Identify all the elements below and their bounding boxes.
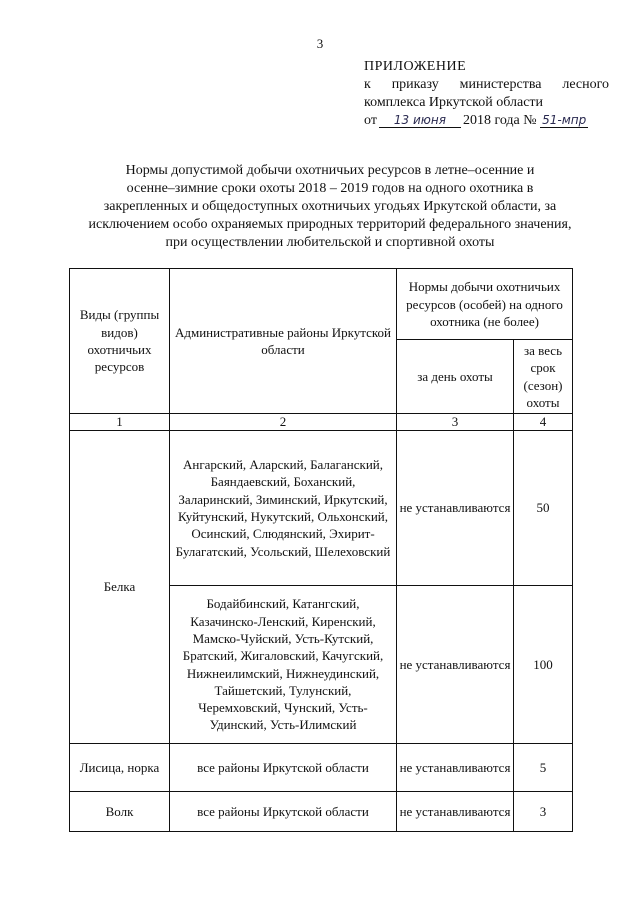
column-number: 3	[397, 414, 514, 431]
heading-line: Нормы допустимой добычи охотничьих ресурсов в летне–осенние и	[125, 163, 535, 178]
appendix-ministry-line: комплекса Иркутской области	[364, 95, 544, 110]
header-districts: Административные районы Иркутской области	[170, 269, 397, 414]
date-prefix: от	[364, 113, 377, 128]
per-season-cell: 3	[514, 792, 573, 832]
species-cell: Белка	[70, 431, 170, 744]
column-number: 1	[70, 414, 170, 431]
per-day-cell: не устанавливаются	[397, 586, 514, 744]
per-season-cell: 100	[514, 586, 573, 744]
districts-cell: все районы Иркутской области	[170, 792, 397, 832]
table-row	[70, 792, 573, 832]
column-number: 4	[514, 414, 573, 431]
heading-line: осенне–зимние сроки охоты 2018 – 2019 годов на одного охотника в	[126, 181, 534, 196]
districts-cell: Ангарский, Аларский, Балаганский, Баяндаевский, Боханский, Заларинский, Зиминский, Иркутский, Куйтунский, Нукутский, Ольхонский, Осинский, Слюдянский, Эхирит-Булагатский, Усольский, Шелеховский	[170, 431, 397, 586]
header-per-season: за весь срок (сезон) охоты	[514, 340, 573, 414]
per-day-cell: не устанавливаются	[397, 744, 514, 792]
per-season-cell: 50	[514, 431, 573, 586]
handwritten-order-number: 51-мпр	[542, 113, 587, 127]
table-row	[70, 431, 573, 586]
table-number-row	[70, 414, 573, 431]
page-number: 3	[316, 36, 324, 51]
date-suffix: 2018 года №	[462, 113, 537, 128]
header-norms: Нормы добычи охотничьих ресурсов (особей) на одного охотника (не более)	[397, 269, 573, 340]
appendix-date-line	[364, 112, 609, 130]
districts-cell: Бодайбинский, Катангский, Казачинско-Ленский, Киренский, Мамско-Чуйский, Усть-Кутский, Братский, Жигаловский, Качугский, Нижнеилимский, Нижнеудинский, Тайшетский, Тулунский, Черемховский, Чунский, Усть-Удинский, Усть-Илимский	[170, 586, 397, 744]
appendix-order-line: к приказу министерства лесного	[364, 77, 609, 92]
per-season-cell: 5	[514, 744, 573, 792]
hunting-norms-table	[69, 268, 573, 832]
heading-line: исключением особо охраняемых природных территорий федерального значения,	[88, 217, 572, 232]
species-cell: Лисица, норка	[70, 744, 170, 792]
per-day-cell: не устанавливаются	[397, 792, 514, 832]
per-day-cell: не устанавливаются	[397, 431, 514, 586]
heading-line: закрепленных и общедоступных охотничьих угодьях Иркутской области, за	[103, 199, 557, 214]
appendix-block	[364, 58, 609, 130]
header-species: Виды (группы видов) охотничьих ресурсов	[70, 269, 170, 414]
column-number: 2	[170, 414, 397, 431]
species-cell: Волк	[70, 792, 170, 832]
table-row	[70, 744, 573, 792]
document-heading	[70, 162, 590, 252]
table-header-row	[70, 269, 573, 340]
districts-cell: все районы Иркутской области	[170, 744, 397, 792]
appendix-title: ПРИЛОЖЕНИЕ	[364, 59, 467, 74]
header-per-day: за день охоты	[397, 340, 514, 414]
handwritten-date: 13 июня	[379, 113, 461, 128]
heading-line: при осуществлении любительской и спортивной охоты	[165, 235, 495, 250]
